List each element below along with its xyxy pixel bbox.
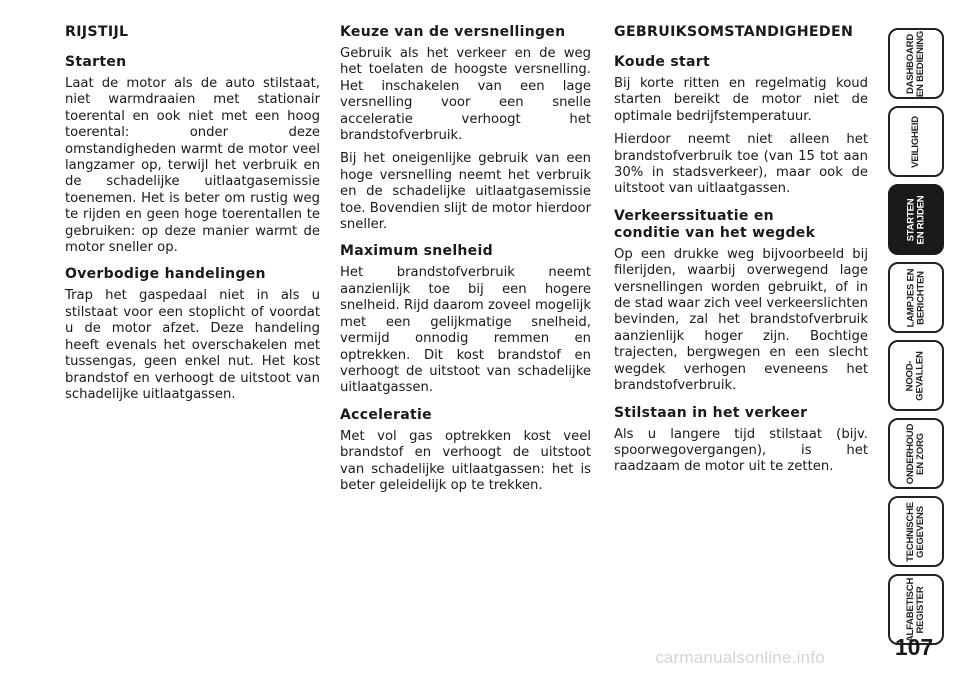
tab-label: NOOD- GEVALLEN (904, 350, 926, 401)
tab-lampjes-en-berichten[interactable] (888, 262, 944, 333)
heading-verkeerssituatie-line-1: Verkeerssituatie en (614, 207, 774, 224)
paragraph-keuze-1: Gebruik als het verkeer en de weg het toelaten de hoogste versnelling. Het inschakelen van een lage versnelling voor een snelle acceleratie verhoogt het brandstofverbruik. (340, 46, 591, 144)
paragraph-verkeerssituatie: Op een drukke weg bijvoorbeeld bij filerijden, waarbij overwegend lage versnellingen worden gebruikt, of in de stad waar zich veel verkeerslichten bevinden, zal het brandstofverbruik aanzienlijk hoger zijn. Bochtige trajecten, bergwegen en een slecht wegdek verhogen eveneens het brandstofverbruik. (614, 246, 868, 394)
heading-starten: Starten (65, 54, 127, 70)
heading-acceleratie: Acceleratie (340, 406, 432, 423)
tab-label: DASHBOARD EN BEDIENING (905, 30, 927, 97)
tab-onderhoud-en-zorg[interactable] (888, 418, 944, 489)
tab-label: ALFABETISCH REGISTER (905, 577, 926, 642)
column-1 (65, 24, 320, 410)
tab-technische-gegevens[interactable] (888, 496, 944, 567)
paragraph-koude-start-1: Bij korte ritten en regelmatig koud starten bereikt de motor niet de optimale bedrijfstemperatuur. (614, 76, 868, 124)
tab-veiligheid[interactable] (888, 106, 944, 177)
tab-starten-en-rijden[interactable] (888, 184, 944, 255)
tab-noodgevallen[interactable] (888, 340, 944, 411)
paragraph-acceleratie: Met vol gas optrekken kost veel brandstof en verhoogt de uitstoot van schadelijke uitlaatgassen: het is beter geleidelijk op te trekken. (340, 428, 591, 493)
heading-koude-start: Koude start (614, 54, 710, 70)
paragraph-maximum-snelheid: Het brandstofverbruik neemt aanzienlijk toe bij een hogere snelheid. Rijd daarom zoveel mogelijk met een gelijkmatige snelheid, vermijd onnodig remmen en optrekken. Dit kost brandstof en verhoogt de uitstoot van schadelijke uitlaatgassen. (340, 265, 591, 396)
tab-label: STARTEN EN RIJDEN (904, 195, 926, 244)
paragraph-koude-start-2: Hierdoor neemt niet alleen het brandstofverbruik toe (van 15 tot aan 30% in stadsverkeer), maar ook de uitstoot van uitlaatgassen. (614, 132, 868, 197)
heading-verkeerssituatie (614, 208, 868, 242)
chapter-tabs (888, 28, 944, 652)
heading-overbodige-handelingen: Overbodige handelingen (65, 266, 266, 283)
watermark: carmanualsonline.info (655, 648, 825, 667)
paragraph-overbodige-handelingen: Trap het gaspedaal niet in als u stilstaat voor een stoplicht of voordat u de motor afzet. Deze handeling heeft evenals het overschakelen met tussengas, geen enkel nut. Het kost brandstof en verhoogt de uitstoot van schadelijke uitlaatgassen. (65, 288, 320, 402)
heading-maximum-snelheid: Maximum snelheid (340, 243, 493, 260)
page-number: 107 (894, 634, 934, 660)
paragraph-stilstaan: Als u langere tijd stilstaat (bijv. spoorwegovergangen), is het raadzaam de motor uit te zetten. (614, 426, 868, 475)
heading-stilstaan: Stilstaan in het verkeer (614, 404, 808, 421)
heading-verkeerssituatie-line-2: conditie van het wegdek (614, 224, 816, 241)
tab-label: TECHNISCHE GEGEVENS (905, 501, 927, 562)
tab-label: VEILIGHEID (910, 115, 921, 168)
column-3 (614, 24, 868, 483)
paragraph-starten: Laat de motor als de auto stilstaat, niet warmdraaien met stationair toerental en ook niet met een hoog toerental: onder deze omstandigheden warmt de motor veel langzamer op, terwijl het verbruik en de schadelijke uitlaatgasemissie toenemen. Het is beter om rustig weg te rijden en geen hoge toerentallen te gebruiken: op deze manier warmt de motor sneller op. (65, 76, 320, 256)
heading-keuze-versnellingen: Keuze van de versnellingen (340, 24, 566, 40)
section-title-gebruiksomstandigheden: GEBRUIKSOMSTANDIGHEDEN (614, 24, 854, 40)
tab-label: ONDERHOUD EN ZORG (905, 423, 927, 484)
section-title-rijstijl: RIJSTIJL (65, 24, 129, 40)
column-2 (340, 24, 591, 501)
tab-label: LAMPJES EN BERICHTEN (905, 268, 926, 327)
paragraph-keuze-2: Bij het oneigenlijke gebruik van een hoge versnelling neemt het verbruik en de schadelijke uitlaatgasemissie toe. Bovendien slijt de motor hierdoor sneller. (340, 151, 591, 233)
tab-dashboard-en-bediening[interactable] (888, 28, 944, 99)
